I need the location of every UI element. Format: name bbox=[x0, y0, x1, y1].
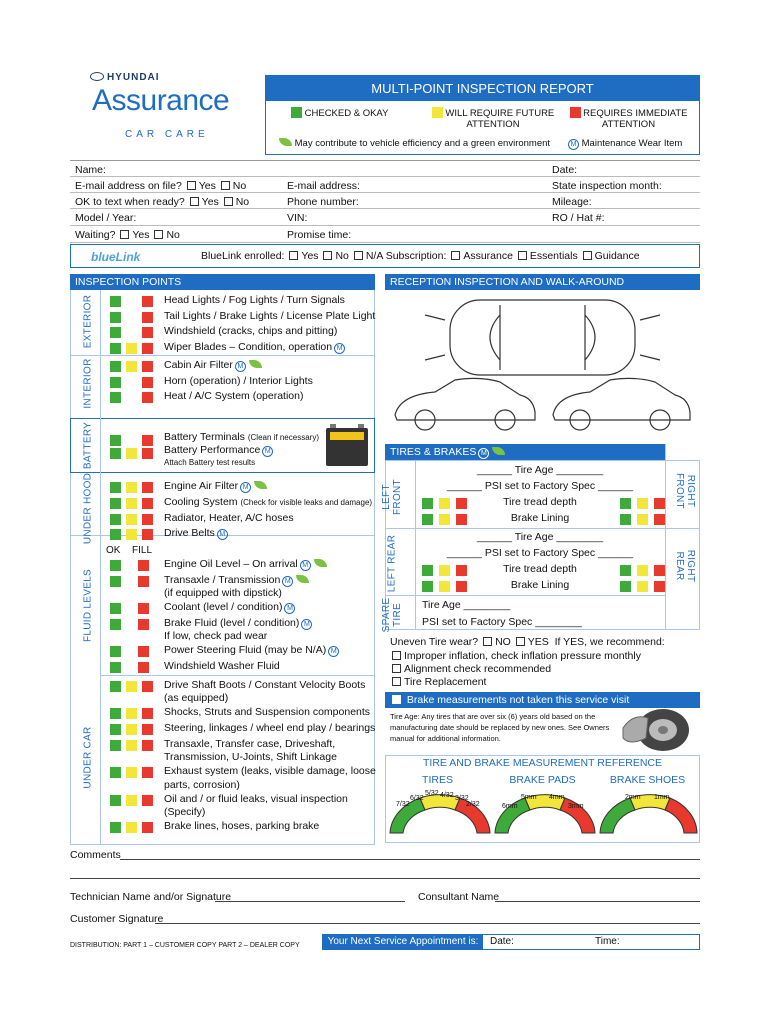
label-customer-sig: Customer Signature bbox=[70, 913, 164, 925]
report-header bbox=[265, 75, 700, 155]
item-taillights: Tail Lights / Brake Lights / License Plate Light bbox=[164, 310, 376, 322]
rating-square[interactable] bbox=[126, 529, 137, 540]
ref-title: TIRE AND BRAKE MEASUREMENT REFERENCE bbox=[422, 757, 662, 769]
leaf-icon bbox=[249, 360, 262, 368]
car-diagram bbox=[385, 290, 700, 440]
label-consultant: Consultant Name bbox=[418, 891, 500, 903]
tire-rating-square[interactable] bbox=[654, 498, 665, 509]
wear-m-icon: M bbox=[301, 619, 312, 630]
wear-m-icon: M bbox=[217, 529, 228, 540]
rating-square[interactable] bbox=[110, 662, 121, 673]
legend-wear: M Maintenance Wear Item bbox=[566, 138, 682, 150]
tire-left-rear: LEFT REAR bbox=[386, 534, 398, 593]
tire-rating-square[interactable] bbox=[456, 498, 467, 509]
item-specify: (Specify) bbox=[164, 806, 206, 818]
item-headlights: Head Lights / Fog Lights / Turn Signals bbox=[164, 294, 345, 306]
next-time[interactable]: Time: bbox=[595, 936, 620, 947]
rating-square[interactable] bbox=[138, 662, 149, 673]
brand-title: Assurance bbox=[92, 84, 230, 117]
leaf-icon bbox=[279, 138, 292, 146]
car-top-view bbox=[450, 300, 635, 375]
bluelink-row: blueLink BlueLink enrolled: Yes No N/A Subscription: Assurance Essentials Guidance bbox=[70, 244, 700, 268]
rec-alignment-checkbox[interactable] bbox=[392, 664, 401, 673]
item-cv-boots: Drive Shaft Boots / Constant Velocity Boots bbox=[164, 679, 366, 691]
rating-square[interactable] bbox=[110, 619, 121, 630]
rating-square[interactable] bbox=[110, 646, 121, 657]
label-promise: Promise time: bbox=[287, 229, 352, 241]
tire-rating-square[interactable] bbox=[620, 514, 631, 525]
rating-square[interactable] bbox=[138, 646, 149, 657]
rating-square[interactable] bbox=[110, 327, 121, 338]
leaf-icon bbox=[254, 481, 267, 489]
item-ujoints: Transmission, U-Joints, Shift Linkage bbox=[164, 751, 337, 763]
wear-m-icon: M bbox=[262, 446, 273, 457]
rating-square[interactable] bbox=[110, 560, 121, 571]
car-left-side bbox=[395, 378, 535, 420]
rating-square[interactable] bbox=[110, 435, 121, 446]
item-drive-belts: Drive Belts M bbox=[164, 527, 228, 540]
rating-square[interactable] bbox=[142, 296, 153, 307]
s-l2: 1mm bbox=[654, 794, 670, 801]
rating-square[interactable] bbox=[142, 343, 153, 354]
legend-future: WILL REQUIRE FUTURE ATTENTION bbox=[423, 107, 563, 130]
rating-square[interactable] bbox=[126, 448, 137, 459]
tire-rating-square[interactable] bbox=[422, 498, 433, 509]
rating-square[interactable] bbox=[138, 619, 149, 630]
consultant-line[interactable] bbox=[495, 901, 700, 902]
tire-rating-square[interactable] bbox=[422, 514, 433, 525]
wear-m-icon: M bbox=[282, 576, 293, 587]
bl-essentials-checkbox[interactable] bbox=[518, 251, 527, 260]
rear-lining: Brake Lining bbox=[510, 579, 570, 591]
rating-square[interactable] bbox=[142, 448, 153, 459]
brake-note-checkbox[interactable] bbox=[392, 695, 401, 704]
t-l2: 5/32 bbox=[425, 790, 439, 797]
rec-alignment: Alignment check recommended bbox=[390, 663, 551, 675]
rating-square[interactable] bbox=[110, 767, 121, 778]
rating-square[interactable] bbox=[142, 327, 153, 338]
uneven-yes-checkbox[interactable] bbox=[516, 637, 525, 646]
rating-square[interactable] bbox=[142, 514, 153, 525]
rear-tire-age: ______ Tire Age ________ bbox=[476, 531, 604, 543]
wear-m-icon: M bbox=[235, 361, 246, 372]
rating-square[interactable] bbox=[126, 343, 137, 354]
wear-m-icon: M bbox=[300, 560, 311, 571]
rating-square[interactable] bbox=[126, 708, 137, 719]
rating-square[interactable] bbox=[138, 560, 149, 571]
battery-image bbox=[326, 428, 368, 466]
leaf-icon bbox=[296, 575, 309, 583]
wear-m-icon: M bbox=[568, 139, 579, 150]
waiting-no-checkbox[interactable] bbox=[154, 230, 163, 239]
tech-line[interactable] bbox=[215, 901, 405, 902]
brake-note: Brake measurements not taken this service visit bbox=[385, 692, 700, 708]
label-phone: Phone number: bbox=[287, 196, 359, 208]
p-l4: 3mm bbox=[568, 803, 584, 810]
tire-left-front: LEFT FRONT bbox=[381, 479, 403, 515]
p-l3: 6mm bbox=[502, 803, 518, 810]
tire-rating-square[interactable] bbox=[439, 514, 450, 525]
rating-square[interactable] bbox=[126, 482, 137, 493]
rating-square[interactable] bbox=[110, 482, 121, 493]
rating-square[interactable] bbox=[142, 681, 153, 692]
label-ro: RO / Hat #: bbox=[552, 212, 605, 224]
tire-rating-square[interactable] bbox=[456, 514, 467, 525]
waiting-yes-checkbox[interactable] bbox=[120, 230, 129, 239]
tire-rating-square[interactable] bbox=[422, 565, 433, 576]
next-label: Your Next Service Appointment is: bbox=[323, 935, 483, 949]
wear-m-icon: M bbox=[328, 646, 339, 657]
bl-assurance-checkbox[interactable] bbox=[451, 251, 460, 260]
group-interior: INTERIOR bbox=[82, 358, 94, 409]
item-cooling: Cooling System (Check for visible leaks and damage) bbox=[164, 496, 373, 508]
rating-square[interactable] bbox=[126, 514, 137, 525]
rating-square[interactable] bbox=[110, 498, 121, 509]
text-ok: OK to text when ready? Yes No bbox=[75, 196, 250, 208]
item-battery-performance: Battery Performance M bbox=[164, 444, 273, 457]
tire-rating-square[interactable] bbox=[654, 581, 665, 592]
bl-na-checkbox[interactable] bbox=[354, 251, 363, 260]
rating-square[interactable] bbox=[142, 724, 153, 735]
tire-rating-square[interactable] bbox=[637, 498, 648, 509]
item-leaks: Oil and / or fluid leaks, visual inspection bbox=[164, 793, 348, 805]
tire-rating-square[interactable] bbox=[637, 581, 648, 592]
rating-square[interactable] bbox=[110, 361, 121, 372]
rating-square[interactable] bbox=[138, 603, 149, 614]
bl-yes-checkbox[interactable] bbox=[289, 251, 298, 260]
tire-rating-square[interactable] bbox=[456, 565, 467, 576]
rear-psi: ______ PSI set to Factory Spec ______ bbox=[446, 547, 634, 559]
group-battery: BATTERY bbox=[82, 421, 94, 470]
item-engine-air-filter: Engine Air Filter M bbox=[164, 480, 267, 493]
item-dipstick: (if equipped with dipstick) bbox=[164, 587, 282, 599]
item-coolant: Coolant (level / condition) M bbox=[164, 601, 295, 614]
rating-square[interactable] bbox=[110, 681, 121, 692]
battery-label bbox=[330, 432, 364, 440]
rating-square[interactable] bbox=[126, 795, 137, 806]
item-heat-ac: Heat / A/C System (operation) bbox=[164, 390, 304, 402]
rating-square[interactable] bbox=[110, 377, 121, 388]
item-power-steering: Power Steering Fluid (may be N/A) M bbox=[164, 644, 339, 657]
col-ok: OK bbox=[106, 545, 121, 556]
rating-square[interactable] bbox=[138, 576, 149, 587]
tire-right-front: RIGHT FRONT bbox=[674, 473, 696, 509]
rating-square[interactable] bbox=[110, 603, 121, 614]
legend-ok: CHECKED & OKAY bbox=[291, 107, 388, 119]
inspection-points-header: INSPECTION POINTS bbox=[70, 274, 375, 290]
email-no-checkbox[interactable] bbox=[221, 181, 230, 190]
label-name: Name: bbox=[75, 164, 106, 176]
distribution: DISTRIBUTION: PART 1 – CUSTOMER COPY PART 2 – DEALER COPY bbox=[70, 942, 300, 949]
next-date[interactable]: Date: bbox=[490, 936, 514, 947]
item-shocks: Shocks, Struts and Suspension components bbox=[164, 706, 371, 718]
group-undercar: UNDER CAR bbox=[82, 726, 94, 789]
reception-header: RECEPTION INSPECTION AND WALK-AROUND bbox=[385, 274, 700, 290]
rec-inflation: Improper inflation, check inflation pressure monthly bbox=[390, 650, 641, 662]
item-battery-results: Attach Battery test results bbox=[164, 458, 256, 467]
tires-header: TIRES & BRAKES M bbox=[385, 444, 665, 461]
item-pad-wear: If low, check pad wear bbox=[164, 630, 268, 642]
rating-square[interactable] bbox=[110, 343, 121, 354]
rating-square[interactable] bbox=[110, 448, 121, 459]
rating-square[interactable] bbox=[110, 740, 121, 751]
bl-no-checkbox[interactable] bbox=[323, 251, 332, 260]
car-right-side bbox=[553, 378, 690, 420]
item-washer-fluid: Windshield Washer Fluid bbox=[164, 660, 280, 672]
item-transmission: Transaxle / Transmission M bbox=[164, 574, 309, 587]
item-brake-fluid: Brake Fluid (level / condition) M bbox=[164, 617, 312, 630]
tire-rating-square[interactable] bbox=[439, 581, 450, 592]
label-tech: Technician Name and/or Signature bbox=[70, 891, 232, 903]
wear-m-icon: M bbox=[284, 603, 295, 614]
rating-square[interactable] bbox=[110, 312, 121, 323]
tire-rating-square[interactable] bbox=[439, 498, 450, 509]
report-title: MULTI-POINT INSPECTION REPORT bbox=[266, 76, 699, 101]
waiting: Waiting? Yes No bbox=[75, 229, 180, 241]
comments-line-2[interactable] bbox=[70, 878, 700, 879]
battery-terminal bbox=[358, 424, 364, 428]
item-as-equipped: (as equipped) bbox=[164, 692, 229, 704]
label-mileage: Mileage: bbox=[552, 196, 592, 208]
tire-brake-image bbox=[618, 708, 693, 753]
tire-rating-square[interactable] bbox=[654, 565, 665, 576]
wear-m-icon: M bbox=[240, 482, 251, 493]
group-fluid: FLUID LEVELS bbox=[82, 568, 94, 643]
t-l1: 6/32 bbox=[410, 795, 424, 802]
brand-maker: HYUNDAI bbox=[107, 72, 160, 83]
car-mirrors bbox=[425, 315, 660, 360]
rating-square[interactable] bbox=[126, 361, 137, 372]
rating-square[interactable] bbox=[142, 392, 153, 403]
rating-square[interactable] bbox=[142, 361, 153, 372]
t-l3: 4/32 bbox=[440, 792, 454, 799]
ref-col-shoes: BRAKE SHOES bbox=[609, 774, 686, 786]
item-transaxle: Transaxle, Transfer case, Driveshaft, bbox=[164, 738, 336, 750]
uneven-no-checkbox[interactable] bbox=[483, 637, 492, 646]
item-steering: Steering, linkages / wheel end play / bearings bbox=[164, 722, 376, 734]
label-comments: Comments bbox=[70, 849, 121, 861]
bl-guidance-checkbox[interactable] bbox=[583, 251, 592, 260]
rating-square[interactable] bbox=[126, 740, 137, 751]
age-note: Tire Age: Any tires that are over six (6) years old based on the manufacturing date should be replaced by new ones. See Owners manual for additional information. bbox=[390, 712, 610, 743]
email-on-file: E-mail address on file? Yes No bbox=[75, 180, 247, 192]
rating-square[interactable] bbox=[110, 822, 121, 833]
group-underhood: UNDER HOOD bbox=[82, 472, 94, 545]
item-battery-terminals: Battery Terminals (Clean if necessary) bbox=[164, 431, 319, 443]
t-l6: 2/32 bbox=[466, 801, 480, 808]
s-l1: 2mm bbox=[625, 794, 641, 801]
comments-line[interactable] bbox=[120, 859, 700, 860]
hyundai-logo bbox=[90, 72, 160, 83]
bluelink-logo: blueLink bbox=[91, 250, 141, 264]
front-lining: Brake Lining bbox=[510, 512, 570, 524]
wear-m-icon: M bbox=[334, 343, 345, 354]
tire-rating-square[interactable] bbox=[654, 514, 665, 525]
legend-green: May contribute to vehicle efficiency and a green environment bbox=[276, 138, 550, 149]
col-fill: FILL bbox=[132, 545, 153, 556]
label-state: State inspection month: bbox=[552, 180, 662, 192]
text-no-checkbox[interactable] bbox=[224, 197, 233, 206]
group-exterior: EXTERIOR bbox=[82, 294, 94, 349]
hyundai-h-icon bbox=[90, 72, 104, 81]
tire-rating-square[interactable] bbox=[620, 498, 631, 509]
rating-square[interactable] bbox=[126, 724, 137, 735]
p-l2: 4mm bbox=[549, 794, 565, 801]
rating-square[interactable] bbox=[110, 708, 121, 719]
item-radiator: Radiator, Heater, A/C hoses bbox=[164, 512, 294, 524]
item-brake-lines: Brake lines, hoses, parking brake bbox=[164, 820, 320, 832]
rating-square[interactable] bbox=[126, 498, 137, 509]
uneven-wear: Uneven Tire wear? NO YES If YES, we recommend: bbox=[390, 636, 665, 648]
rating-square[interactable] bbox=[142, 822, 153, 833]
rating-square[interactable] bbox=[142, 498, 153, 509]
rating-square[interactable] bbox=[142, 708, 153, 719]
label-date: Date: bbox=[552, 164, 578, 176]
tire-right-rear: RIGHT REAR bbox=[674, 549, 696, 583]
t-l5: 7/32 bbox=[396, 801, 410, 808]
item-exhaust: Exhaust system (leaks, visible damage, loose bbox=[164, 765, 376, 777]
text-yes-checkbox[interactable] bbox=[190, 197, 199, 206]
item-corrosion: parts, corrosion) bbox=[164, 779, 240, 791]
front-psi: ______ PSI set to Factory Spec ______ bbox=[446, 480, 634, 492]
item-cabin-filter: Cabin Air Filter M bbox=[164, 359, 262, 372]
rating-square[interactable] bbox=[142, 740, 153, 751]
tire-rating-square[interactable] bbox=[620, 581, 631, 592]
rating-square[interactable] bbox=[142, 482, 153, 493]
rating-square[interactable] bbox=[142, 795, 153, 806]
customer-line[interactable] bbox=[155, 923, 700, 924]
email-yes-checkbox[interactable] bbox=[187, 181, 196, 190]
rear-tread: Tire tread depth bbox=[503, 563, 577, 575]
car-windows bbox=[490, 305, 595, 370]
rating-square[interactable] bbox=[126, 681, 137, 692]
tire-rating-square[interactable] bbox=[422, 581, 433, 592]
tire-rating-square[interactable] bbox=[637, 565, 648, 576]
spare-age: Tire Age ________ bbox=[422, 599, 511, 611]
t-l4: 3/32 bbox=[455, 795, 469, 802]
tire-rating-square[interactable] bbox=[620, 565, 631, 576]
tire-rating-square[interactable] bbox=[456, 581, 467, 592]
rating-square[interactable] bbox=[110, 724, 121, 735]
p-l1: 5mm bbox=[521, 794, 537, 801]
rating-square[interactable] bbox=[142, 529, 153, 540]
next-appointment bbox=[322, 934, 700, 950]
rating-square[interactable] bbox=[142, 312, 153, 323]
battery-terminal bbox=[330, 424, 336, 428]
rating-square[interactable] bbox=[110, 514, 121, 525]
ref-col-pads: BRAKE PADS bbox=[509, 774, 576, 786]
legend-immediate: REQUIRES IMMEDIATE ATTENTION bbox=[566, 107, 691, 130]
tire-spare: SPARE TIRE bbox=[381, 597, 403, 633]
item-oil-level: Engine Oil Level – On arrival M bbox=[164, 558, 327, 571]
rating-square[interactable] bbox=[126, 822, 137, 833]
rating-square[interactable] bbox=[110, 576, 121, 587]
front-tread: Tire tread depth bbox=[503, 496, 577, 508]
item-horn: Horn (operation) / Interior Lights bbox=[164, 375, 313, 387]
tire-rating-square[interactable] bbox=[439, 565, 450, 576]
leaf-icon bbox=[314, 559, 327, 567]
wear-m-icon: M bbox=[478, 448, 489, 459]
rating-square[interactable] bbox=[110, 795, 121, 806]
rating-square[interactable] bbox=[142, 435, 153, 446]
ref-col-tires: TIRES bbox=[422, 774, 453, 786]
shoes-gauge bbox=[600, 795, 697, 833]
rec-replacement: Tire Replacement bbox=[390, 676, 486, 688]
rating-square[interactable] bbox=[110, 296, 121, 307]
brand-sub: CAR CARE bbox=[125, 129, 209, 140]
pads-gauge bbox=[495, 795, 595, 833]
rec-replacement-checkbox[interactable] bbox=[392, 677, 401, 686]
rec-inflation-checkbox[interactable] bbox=[392, 651, 401, 660]
item-wipers: Wiper Blades – Condition, operation M bbox=[164, 341, 345, 354]
rating-square[interactable] bbox=[142, 767, 153, 778]
rating-square[interactable] bbox=[126, 767, 137, 778]
rating-square[interactable] bbox=[110, 392, 121, 403]
rating-square[interactable] bbox=[110, 529, 121, 540]
item-windshield: Windshield (cracks, chips and pitting) bbox=[164, 325, 338, 337]
tire-rating-square[interactable] bbox=[637, 514, 648, 525]
label-model: Model / Year: bbox=[75, 212, 137, 224]
label-email: E-mail address: bbox=[287, 180, 360, 192]
front-tire-age: ______ Tire Age ________ bbox=[476, 464, 604, 476]
label-vin: VIN: bbox=[287, 212, 308, 224]
spare-psi: PSI set to Factory Spec ________ bbox=[422, 616, 582, 628]
rating-square[interactable] bbox=[142, 377, 153, 388]
leaf-icon bbox=[492, 447, 505, 455]
